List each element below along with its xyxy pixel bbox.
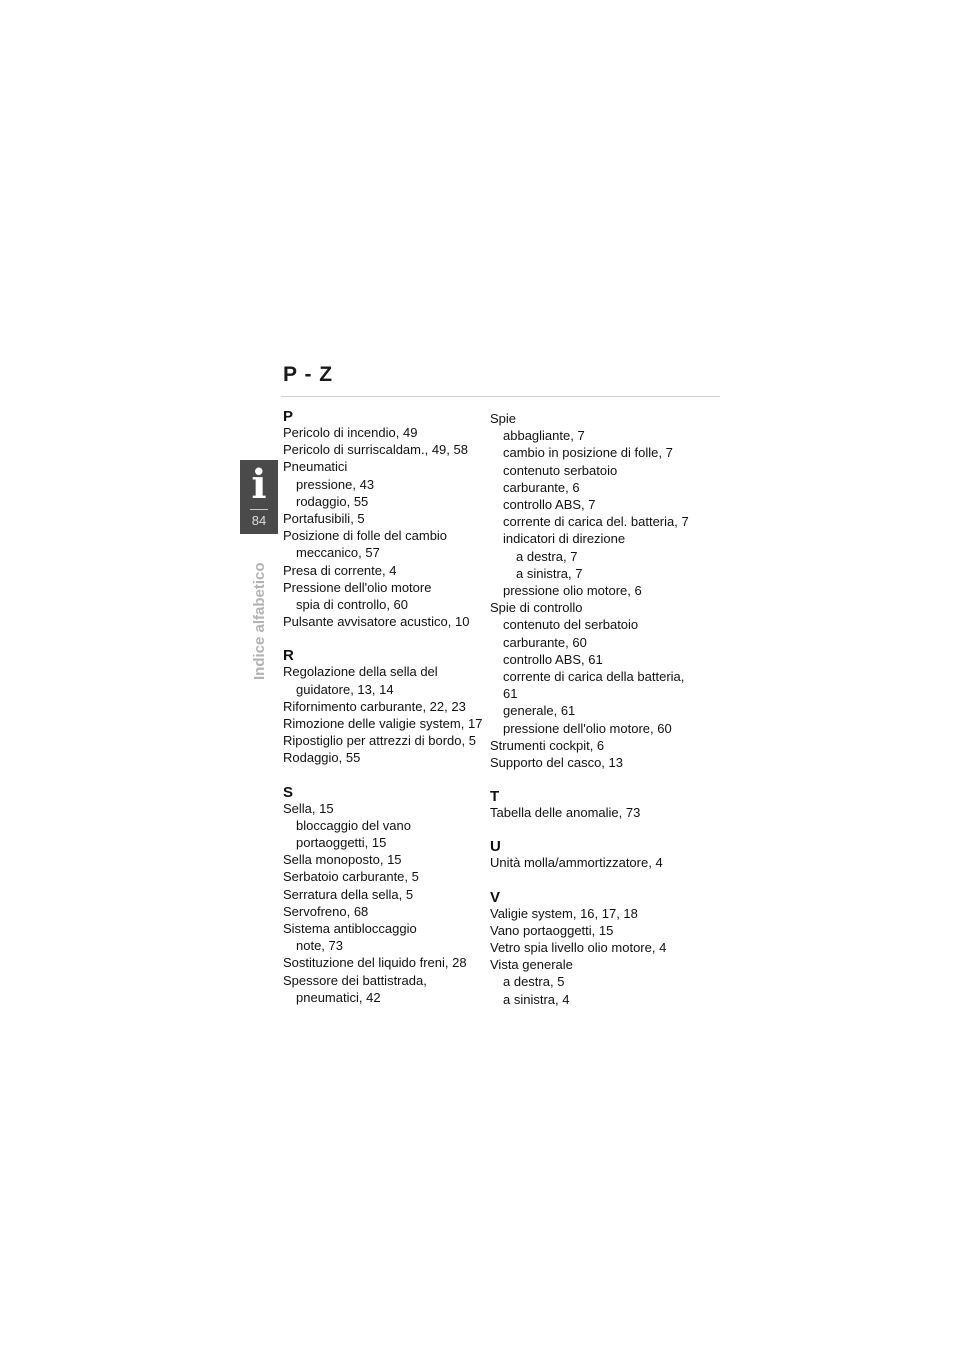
index-entry: Portafusibili, 5 xyxy=(283,511,365,527)
index-letter: P xyxy=(283,408,294,425)
index-entry: carburante, 6 xyxy=(503,479,580,495)
index-tab xyxy=(240,460,278,534)
index-entry: Unità molla/ammortizzatore, 4 xyxy=(490,855,663,871)
section-gap xyxy=(283,767,487,786)
index-entry: Serratura della sella, 5 xyxy=(283,886,414,902)
index-entry: portaoggetti, 15 xyxy=(296,835,387,851)
index-entry: pressione, 43 xyxy=(296,476,375,492)
index-entry: Sella, 15 xyxy=(283,800,334,816)
index-entry: bloccaggio del vano xyxy=(296,817,411,833)
index-entry: Spessore dei battistrada, xyxy=(283,972,427,988)
index-entry: Serbatoio carburante, 5 xyxy=(283,869,419,885)
section-label xyxy=(246,562,274,708)
index-section xyxy=(490,821,720,871)
index-entry: controllo ABS, 61 xyxy=(503,651,603,667)
index-entry: Pericolo di incendio, 49 xyxy=(283,425,418,440)
index-entry: a destra, 5 xyxy=(503,974,565,990)
index-entry: Rodaggio, 55 xyxy=(283,750,361,766)
index-entry: 61 xyxy=(503,686,518,702)
index-entry: guidatore, 13, 14 xyxy=(296,681,394,697)
index-letter: V xyxy=(490,888,501,906)
index-entry: indicatori di direzione xyxy=(503,531,626,547)
index-entry: abbagliante, 7 xyxy=(503,428,585,444)
index-entry: Servofreno, 68 xyxy=(283,903,369,919)
index-entry: controllo ABS, 7 xyxy=(503,497,596,513)
index-letter: R xyxy=(283,647,294,665)
index-entry: Posizione di folle del cambio xyxy=(283,528,448,544)
section-gap xyxy=(490,821,720,840)
index-entry: Ripostiglio per attrezzi di bordo, 5 xyxy=(283,733,476,749)
index-entry: Vano portaoggetti, 15 xyxy=(490,922,614,938)
section-gap xyxy=(490,771,720,790)
index-entry: Pressione dell'olio motore xyxy=(283,579,432,595)
index-entry: note, 73 xyxy=(296,938,343,954)
index-entry: Pneumatici xyxy=(283,459,348,475)
index-entry: Sella monoposto, 15 xyxy=(283,852,402,868)
section-label-text: Indice alfabetico xyxy=(251,562,268,680)
index-section xyxy=(490,410,720,771)
index-entry: Sistema antibloccaggio xyxy=(283,921,417,937)
index-entry: Vetro spia livello olio motore, 4 xyxy=(490,940,667,956)
index-entry: Pericolo di surriscaldam., 49, 58 xyxy=(283,442,468,458)
index-entry: a sinistra, 7 xyxy=(516,565,583,581)
index-section xyxy=(490,771,720,821)
index-letter: S xyxy=(283,783,294,801)
index-section xyxy=(283,410,487,630)
index-letter: T xyxy=(490,788,500,806)
index-column-left xyxy=(283,410,487,1006)
index-entry: Tabella delle anomalie, 73 xyxy=(490,805,641,821)
index-entry: Supporto del casco, 13 xyxy=(490,755,623,771)
index-entry: Rifornimento carburante, 22, 23 xyxy=(283,698,466,714)
index-entry: Valigie system, 16, 17, 18 xyxy=(490,905,638,921)
index-entry: a sinistra, 4 xyxy=(503,991,570,1007)
index-entry: Pulsante avvisatore acustico, 10 xyxy=(283,614,470,630)
index-column-right xyxy=(490,410,720,1008)
tab-divider xyxy=(250,509,268,510)
index-entry: Rimozione delle valigie system, 17 xyxy=(283,716,483,732)
index-entry: meccanico, 57 xyxy=(296,545,380,561)
index-entry: Spie xyxy=(490,411,517,426)
index-entry: corrente di carica del. batteria, 7 xyxy=(503,514,689,530)
index-entry: contenuto serbatoio xyxy=(503,462,618,478)
index-entry: Sostituzione del liquido freni, 28 xyxy=(283,955,467,971)
section-gap xyxy=(283,630,487,649)
index-entry: spia di controllo, 60 xyxy=(296,597,409,613)
index-entry: Vista generale xyxy=(490,957,573,973)
index-section xyxy=(283,767,487,1006)
index-entry: rodaggio, 55 xyxy=(296,493,369,509)
page-number: 84 xyxy=(251,513,267,528)
index-entry: Regolazione della sella del xyxy=(283,664,438,680)
index-entry: a destra, 7 xyxy=(516,548,578,564)
info-letter-icon: i xyxy=(251,461,267,508)
index-entry: Presa di corrente, 4 xyxy=(283,562,397,578)
index-section xyxy=(490,872,720,1008)
index-entry: Strumenti cockpit, 6 xyxy=(490,737,605,753)
page-title: P - Z xyxy=(283,363,334,386)
index-entry: corrente di carica della batteria, xyxy=(503,669,685,685)
index-entry: pressione olio motore, 6 xyxy=(503,583,642,599)
section-gap xyxy=(490,872,720,891)
index-entry: pressione dell'olio motore, 60 xyxy=(503,720,672,736)
index-letter: U xyxy=(490,838,501,856)
index-entry: contenuto del serbatoio xyxy=(503,617,639,633)
title-rule xyxy=(281,396,720,397)
index-entry: cambio in posizione di folle, 7 xyxy=(503,445,673,461)
index-entry: carburante, 60 xyxy=(503,634,587,650)
index-section xyxy=(283,630,487,766)
index-entry: pneumatici, 42 xyxy=(296,989,381,1005)
index-entry: generale, 61 xyxy=(503,703,576,719)
index-entry: Spie di controllo xyxy=(490,600,583,616)
